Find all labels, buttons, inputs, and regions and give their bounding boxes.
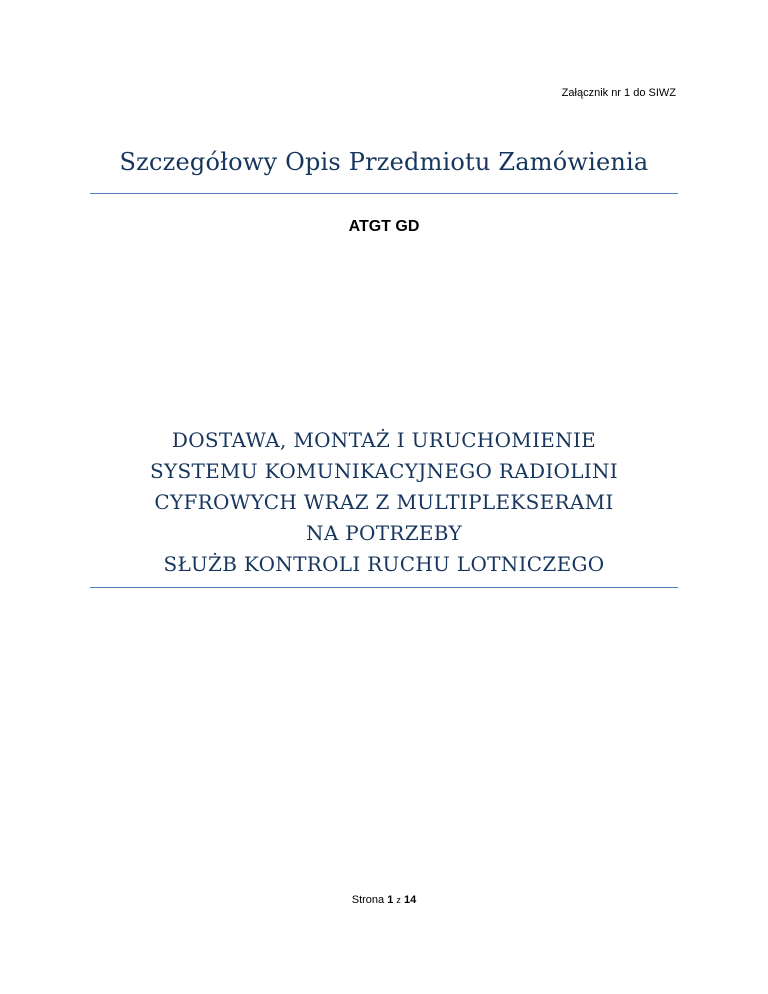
page-label: Strona: [351, 894, 385, 906]
title-divider: [90, 193, 678, 194]
subject-divider: [90, 587, 678, 588]
subject-line-2: SYSTEMU KOMUNIKACYJNEGO RADIOLINI: [149, 459, 618, 483]
current-page-number: 1: [387, 894, 394, 906]
page-separator: z: [396, 895, 401, 905]
subject-line-4: NA POTRZEBY: [306, 521, 462, 545]
total-pages-number: 14: [403, 894, 417, 906]
attachment-note: Załącznik nr 1 do SIWZ: [561, 87, 676, 99]
subject-line-3: CYFROWYCH WRAZ Z MULTIPLEKSERAMI: [154, 490, 614, 514]
subject-heading: [90, 425, 678, 580]
subject-line-5: SŁUŻB KONTROLI RUCHU LOTNICZEGO: [163, 552, 605, 576]
organization-label: ATGT GD: [348, 218, 420, 235]
subject-line-1: DOSTAWA, MONTAŻ I URUCHOMIENIE: [171, 428, 597, 452]
document-title: Szczegółowy Opis Przedmiotu Zamówienia: [119, 148, 649, 176]
page-footer: [0, 894, 768, 906]
